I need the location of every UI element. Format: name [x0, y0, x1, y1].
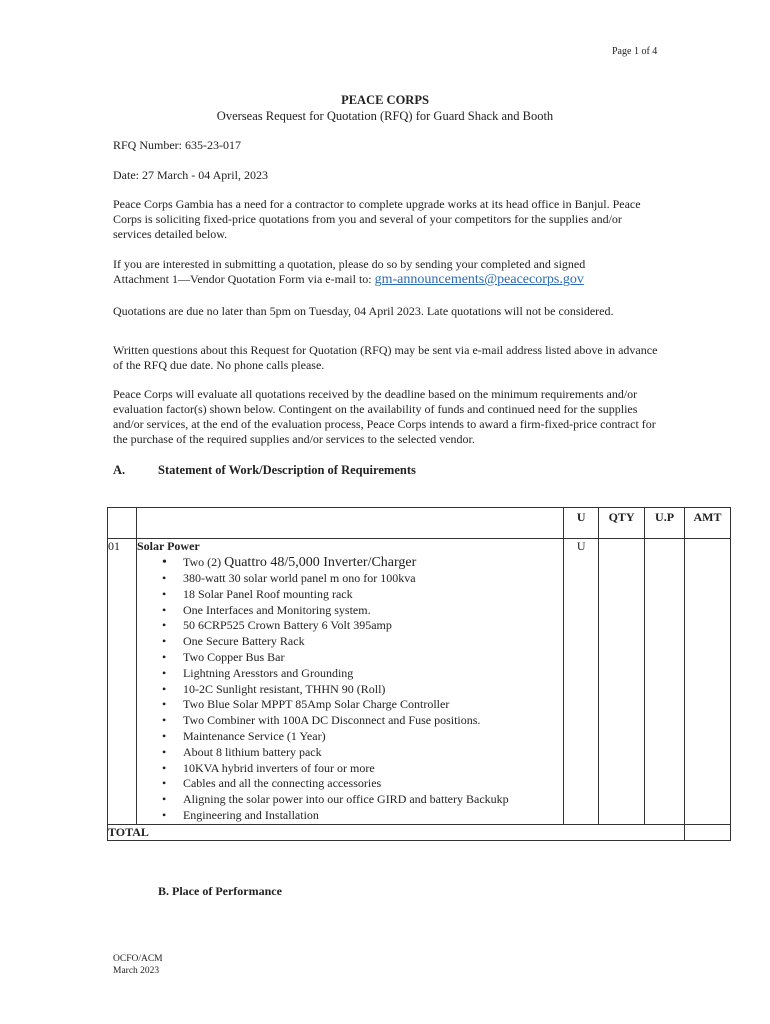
due-paragraph: Quotations are due no later than 5pm on Tuesday, 04 April 2023. Late quotations will not be considered. — [113, 304, 614, 318]
footer — [113, 953, 163, 977]
list-item: • Cables and all the connecting accessories — [137, 776, 563, 792]
list-item: • Maintenance Service (1 Year) — [137, 729, 563, 745]
table-row — [108, 539, 731, 825]
list-item: • 18 Solar Panel Roof mounting rack — [137, 587, 563, 603]
section-a-letter: A. — [113, 463, 126, 477]
item-list — [137, 554, 563, 824]
item-heading: Solar Power — [136, 539, 200, 553]
list-item: • 10-2C Sunlight resistant, THHN 90 (Roll) — [137, 682, 563, 698]
rfq-date: Date: 27 March - 04 April, 2023 — [113, 168, 268, 182]
header-qty: QTY — [599, 508, 645, 539]
submission-paragraph — [113, 257, 658, 287]
total-label: TOTAL — [108, 824, 685, 840]
table-header-row — [108, 508, 731, 539]
list-item: • Two Blue Solar MPPT 85Amp Solar Charge Controller — [137, 697, 563, 713]
total-row — [108, 824, 731, 840]
header-amount: AMT — [685, 508, 731, 539]
list-item: • 380-watt 30 solar world panel m ono for 100kva — [137, 571, 563, 587]
list-item: • Two Copper Bus Bar — [137, 650, 563, 666]
item-unit: U — [564, 539, 599, 825]
footer-line-2: March 2023 — [113, 966, 160, 976]
list-item: • Engineering and Installation — [137, 808, 563, 824]
rfq-number: RFQ Number: 635-23-017 — [113, 138, 241, 152]
section-a-title: Statement of Work/Description of Requirements — [158, 463, 416, 477]
list-item: • Two (2) Quattro 48/5,000 Inverter/Charger — [137, 554, 563, 571]
questions-paragraph: Written questions about this Request for Quotation (RFQ) may be sent via e-mail address listed above in advance of the RFQ due date. No phone calls please. — [113, 343, 658, 372]
item-unit-price-cell — [645, 539, 685, 825]
header-unit: U — [564, 508, 599, 539]
submission-line-2: Attachment 1—Vendor Quotation Form via e-mail to: — [113, 272, 375, 286]
document-subtitle: Overseas Request for Quotation (RFQ) for Guard Shack and Booth — [216, 109, 554, 123]
intro-paragraph: Peace Corps Gambia has a need for a contractor to complete upgrade works at its head office in Banjul. Peace Corps is soliciting fixed-price quotations from you and several of your competitors for the supplies and/or services detailed below. — [113, 197, 641, 241]
list-item: • About 8 lithium battery pack — [137, 745, 563, 761]
item-amount-cell — [685, 539, 731, 825]
item-qty-cell — [599, 539, 645, 825]
requirements-table — [107, 507, 731, 841]
list-item: • 50 6CRP525 Crown Battery 6 Volt 395amp — [137, 618, 563, 634]
section-b-title: B. Place of Performance — [158, 884, 282, 898]
header-cell-blank — [108, 508, 137, 539]
header-unit-price: U.P — [645, 508, 685, 539]
list-item: • Lightning Aresstors and Grounding — [137, 666, 563, 682]
list-item: • Two Combiner with 100A DC Disconnect and Fuse positions. — [137, 713, 563, 729]
item-number: 01 — [108, 539, 137, 825]
footer-line-1: OCFO/ACM — [113, 954, 163, 964]
list-item: • 10KVA hybrid inverters of four or more — [137, 761, 563, 777]
page-number: Page 1 of 4 — [612, 46, 658, 57]
item-description — [136, 539, 563, 825]
total-amount-cell — [685, 824, 731, 840]
list-item: • One Interfaces and Monitoring system. — [137, 603, 563, 619]
list-item: • One Secure Battery Rack — [137, 634, 563, 650]
submission-line-1: If you are interested in submitting a quotation, please do so by sending your completed and signed — [113, 257, 586, 271]
header-cell-description — [136, 508, 563, 539]
list-item: • Aligning the solar power into our office GIRD and battery Backukp — [137, 792, 563, 808]
evaluation-paragraph: Peace Corps will evaluate all quotations received by the deadline based on the minimum requirements and/or evaluation factor(s) shown below. Contingent on the availability of funds and continued need for the supplies and/or services, at the end of the evaluation process, Peace Corps intends to award a firm-fixed-price contract for the purchase of the required supplies and/or services to the selected vendor. — [113, 387, 656, 446]
email-link[interactable]: gm-announcements@peacecorps.gov — [374, 272, 584, 287]
organization-title: PEACE CORPS — [341, 93, 429, 107]
